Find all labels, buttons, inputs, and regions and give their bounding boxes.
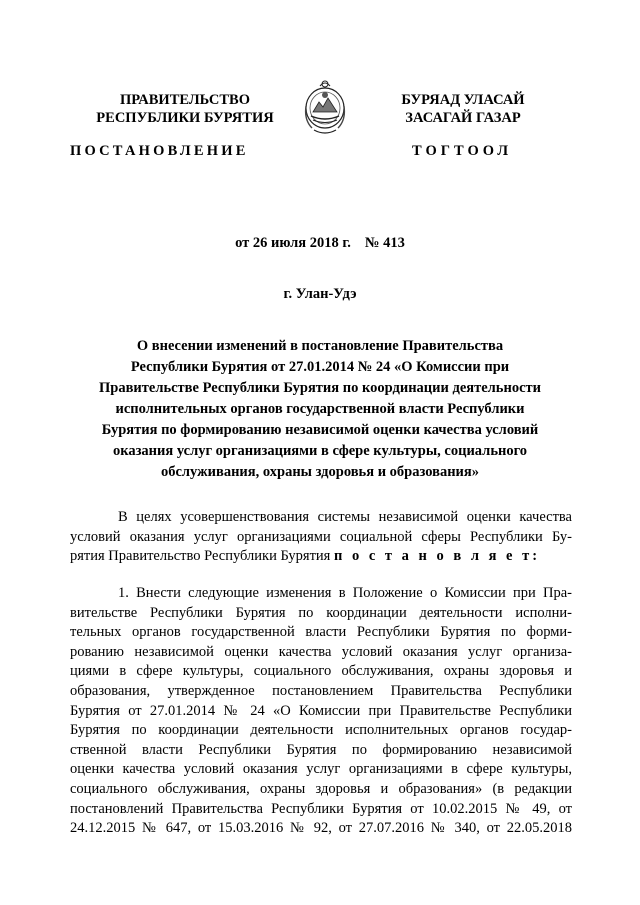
body-line: 1. Внести следующие изменения в Положение о Комиссии при Пра- [118, 585, 572, 601]
issuer-name-buryat [378, 91, 548, 127]
body-line: В целях усовершенствования системы независимой оценки качества [118, 509, 572, 525]
document-date: от 26 июля 2018 г. [235, 235, 351, 251]
title-line: Правительстве Республики Бурятия по координации деятельности [98, 380, 541, 396]
issuer-name-russian [95, 91, 275, 127]
body-line: ственной власти Республики Бурятия по формированию независимой [70, 741, 572, 758]
issuer-line: ЗАСАГАЙ ГАЗАР [405, 110, 521, 126]
title-line: обслуживания, охраны здоровья и образования» [160, 464, 480, 480]
body-line: образования, утвержденное постановлением Правительства Республики [70, 682, 572, 699]
preamble-paragraph [70, 508, 572, 567]
title-line: исполнительных органов государственной власти Республики [115, 401, 525, 417]
document-type-russian: ПОСТАНОВЛЕНИЕ [70, 143, 249, 159]
title-line: О внесении изменений в постановление Правительства [136, 338, 504, 354]
document-number: № 413 [364, 235, 405, 251]
body-line: рованию независимой оценки качества условий оказания услуг организа- [70, 643, 572, 660]
document-date-number [0, 235, 640, 252]
issuer-line: БУРЯАД УЛАСАЙ [401, 92, 525, 108]
body-line: постановлений Правительства Республики Бурятия от 10.02.2015 № 49, от [70, 800, 572, 817]
title-line: Бурятия по формированию независимой оценки качества условий [101, 422, 539, 438]
body-line: 24.12.2015 № 647, от 15.03.2016 № 92, от 27.07.2016 № 340, от 22.05.2018 [70, 820, 572, 837]
document-type-buryat: ТОГТООЛ [412, 143, 513, 159]
decree-word: п о с т а н о в л я е т: [333, 548, 541, 565]
issuer-line: РЕСПУБЛИКИ БУРЯТИЯ [96, 110, 274, 126]
body-line: социального обслуживания, охраны здоровья и образования» (в редакции [70, 780, 572, 797]
body-line: оценки качества условий оказания услуг организациями в сфере культуры, [70, 761, 572, 778]
title-line: Республики Бурятия от 27.01.2014 № 24 «О Комиссии при [130, 359, 510, 375]
body-line: вительстве Республики Бурятия по координации деятельности исполни- [70, 604, 572, 621]
body-line: условий оказания услуг организациями социальной сферы Республики Бу- [70, 528, 572, 545]
body-line: тельных органов государственной власти Республики Бурятия по форми- [70, 624, 572, 641]
body-line [70, 547, 572, 567]
body-line: Бурятия от 27.01.2014 № 24 «О Комиссии при Правительстве Республики [70, 702, 572, 719]
preamble-last-text: рятия Правительство Республики Бурятия [70, 548, 334, 565]
body-line: циями в сфере культуры, социального обслуживания, охраны здоровья и [70, 663, 572, 680]
document-title [70, 336, 570, 483]
issuer-line: ПРАВИТЕЛЬСТВО [120, 92, 250, 108]
title-line: оказания услуг организациями в сфере культуры, социального [112, 443, 528, 459]
document-city: г. Улан-Удэ [283, 286, 357, 302]
paragraph-1 [70, 584, 572, 839]
coat-of-arms-buryatia-icon [302, 76, 348, 138]
body-line: Бурятия по координации деятельности исполнительных органов государ- [70, 722, 572, 739]
